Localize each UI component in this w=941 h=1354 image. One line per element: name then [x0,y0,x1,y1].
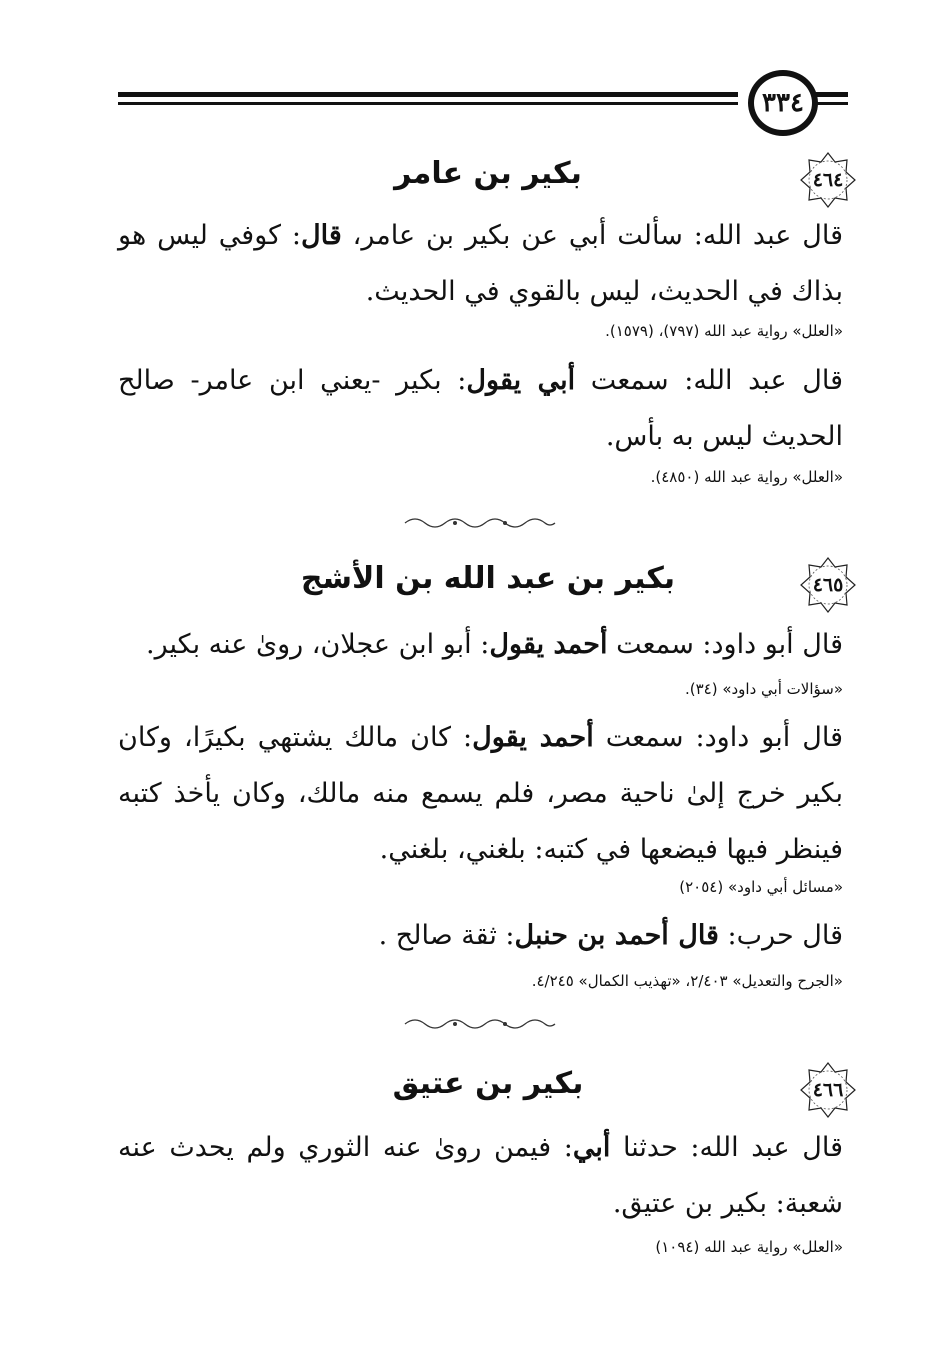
speaker-bold: قال أحمد بن حنبل [514,920,719,951]
header-rule [118,92,738,97]
entry-title: بكير بن عامر [394,156,582,191]
entry-heading [118,555,858,615]
speaker-bold: أحمد يقول [489,629,608,660]
text-run: قال عبد الله: سألت أبي عن بكير بن عامر، [341,220,843,251]
speaker-bold: قال [301,220,342,251]
narration-paragraph [118,617,843,673]
entry-heading [118,150,858,210]
text-run: : كان مالك يشتهي بكيرًا، وكان بكير خرج إلىٰ ناحية مصر، فلم يسمع منه مالك، وكان يأخذ كتبه فينظر فيها فيضعها في كتبه: بلغني، بلغني. [118,722,843,865]
ornament-divider [400,516,560,530]
entry-number: ٤٦٤ [812,169,844,191]
text-run: : ثقة صالح . [378,920,515,951]
entry-title: بكير بن عتيق [392,1066,584,1101]
header-rule [118,102,738,105]
entry-number: ٤٦٥ [812,574,844,596]
text-run: : أبو ابن عجلان، روىٰ عنه بكير. [146,629,490,660]
text-run: قال أبو داود: سمعت [593,722,843,753]
entry-heading [118,1060,858,1120]
page-number: ٣٣٤ [748,70,818,136]
text-run: قال عبد الله: حدثنا [610,1132,843,1163]
speaker-bold: أبي [572,1132,611,1163]
ornament-divider [400,1017,560,1031]
text-run: قال عبد الله: سمعت [575,365,843,396]
text-run: قال حرب: [718,920,843,951]
text-run: : كوفي ليس هو بذاك في الحديث، ليس بالقوي في الحديث. [118,220,843,307]
text-run: : بكير -يعني ابن عامر- صالح الحديث ليس به بأس. [118,365,843,452]
text-run: قال أبو داود: سمعت [607,629,843,660]
narration-paragraph [118,353,843,465]
narration-paragraph [118,208,843,320]
source-reference: «مسائل أبي داود» (٢٠٥٤) [679,878,843,896]
narration-paragraph [118,908,843,964]
source-reference: «العلل» رواية عبد الله (٧٩٧)، (١٥٧٩). [605,322,843,340]
source-reference: «العلل» رواية عبد الله (١٠٩٤) [655,1238,843,1256]
source-reference: «العلل» رواية عبد الله (٤٨٥٠). [650,468,843,486]
page-header [118,70,848,140]
speaker-bold: أبي يقول [466,365,576,396]
speaker-bold: أحمد يقول [472,722,594,753]
source-reference: «الجرح والتعديل» ٢/٤٠٣، «تهذيب الكمال» ٤/٢٤٥. [531,972,843,990]
narration-paragraph [118,1120,843,1232]
entry-number: ٤٦٦ [812,1079,844,1101]
entry-title: بكير بن عبد الله بن الأشج [300,561,676,596]
text-run: : فيمن روىٰ عنه الثوري ولم يحدث عنه شعبة: بكير بن عتيق. [118,1132,843,1219]
source-reference: «سؤالات أبي داود» (٣٤). [684,680,843,698]
narration-paragraph [118,710,843,878]
